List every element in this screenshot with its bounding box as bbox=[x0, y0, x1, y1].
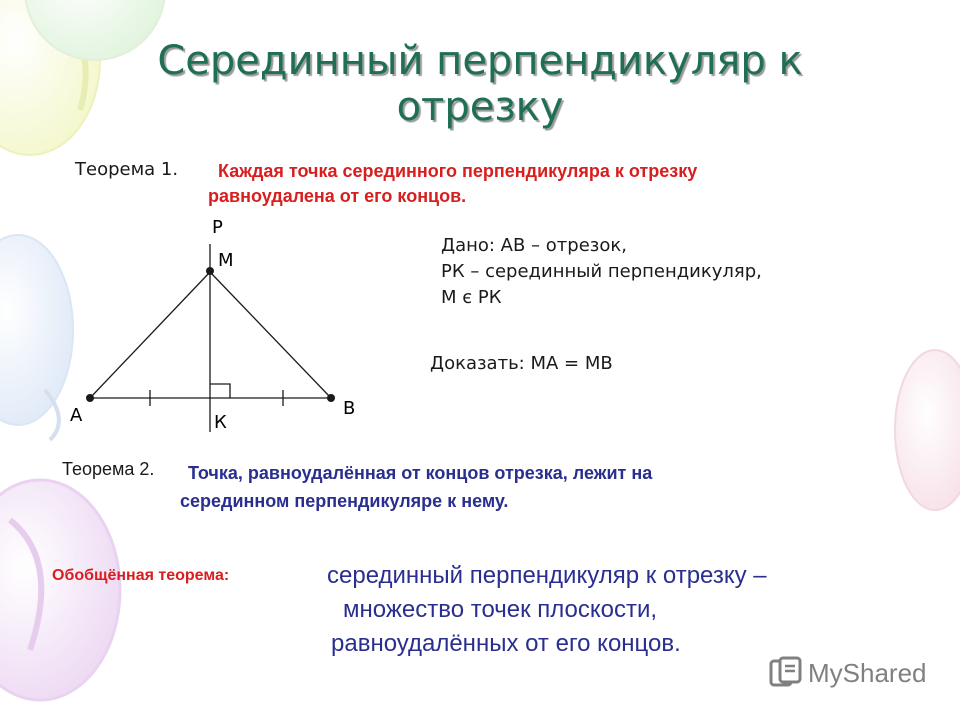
label-k: К bbox=[214, 412, 227, 433]
given-line-1: Дано: АВ – отрезок, bbox=[441, 235, 627, 256]
given-block bbox=[441, 233, 762, 311]
given-line-2: РК – серединный перпендикуляр, bbox=[441, 261, 762, 282]
label-a: А bbox=[70, 405, 83, 426]
general-theorem-label: Обобщённая теорема: bbox=[52, 567, 230, 584]
theorem2-line-1: Точка, равноудалённая от концов отрезка, лежит на bbox=[188, 463, 653, 483]
watermark bbox=[768, 655, 927, 691]
myshared-logo-icon bbox=[768, 655, 804, 691]
point-b bbox=[327, 394, 335, 402]
theorem2-statement bbox=[180, 459, 868, 515]
general-line-1: серединный перпендикуляр к отрезку – bbox=[327, 562, 767, 589]
point-m bbox=[206, 267, 214, 275]
point-a bbox=[86, 394, 94, 402]
segment-ma bbox=[90, 272, 210, 398]
prove-statement: Доказать: МА = МВ bbox=[430, 353, 613, 374]
watermark-text: MyShared bbox=[808, 657, 927, 688]
general-theorem-statement bbox=[327, 559, 767, 661]
label-b: В bbox=[343, 398, 356, 419]
label-m: М bbox=[218, 250, 234, 271]
theorem2-line-2: серединном перпендикуляре к нему. bbox=[180, 491, 509, 511]
theorem1-line-2: равноудалена от его концов. bbox=[208, 186, 467, 206]
title-line-2: отрезку bbox=[396, 84, 564, 130]
general-line-2: множество точек плоскости, bbox=[343, 596, 658, 623]
title-line-1: Серединный перпендикуляр к bbox=[157, 38, 803, 84]
theorem2-label: Теорема 2. bbox=[62, 459, 155, 479]
right-angle-mark bbox=[210, 384, 230, 398]
segment-mb bbox=[210, 272, 331, 398]
given-line-3: М є РК bbox=[441, 287, 502, 308]
general-line-3: равноудалённых от его концов. bbox=[331, 630, 681, 657]
theorem1-line-1: Каждая точка серединного перпендикуляра к отрезку bbox=[218, 161, 698, 181]
label-p: Р bbox=[212, 217, 223, 238]
theorem1-label: Теорема 1. bbox=[75, 159, 179, 180]
